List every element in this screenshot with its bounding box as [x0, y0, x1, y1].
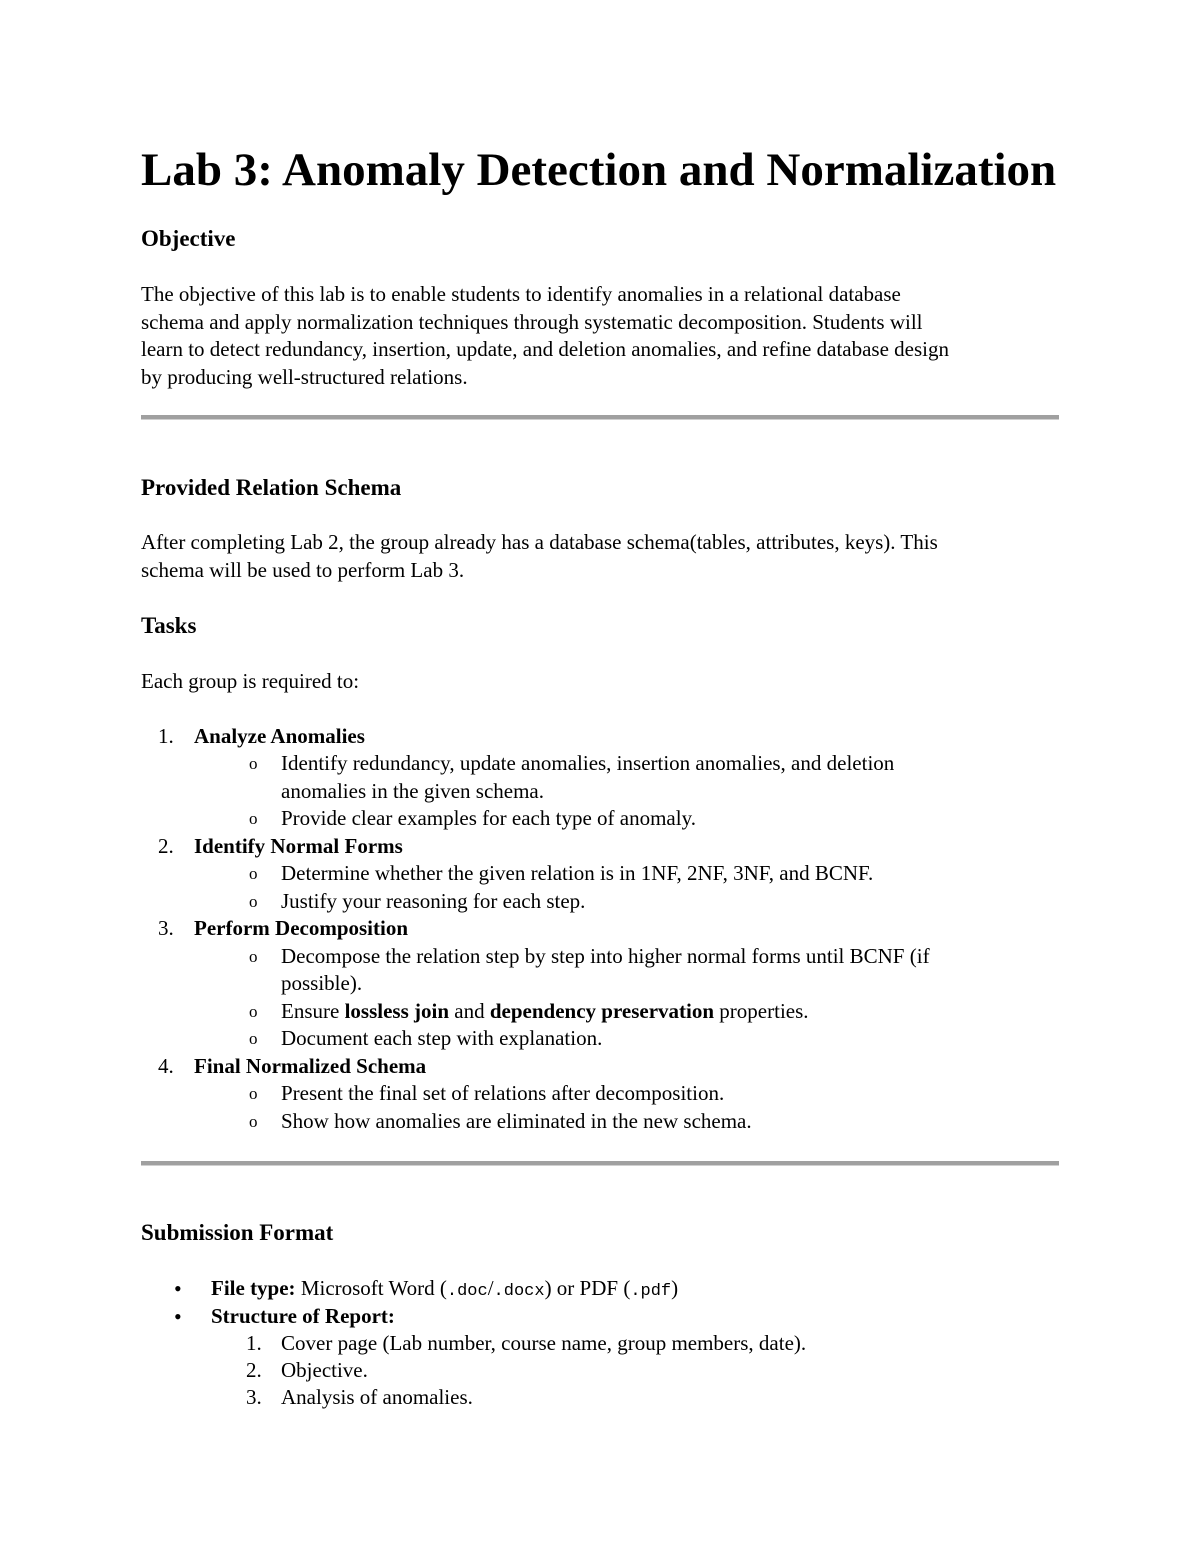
task-number: 2. [158, 834, 174, 858]
task-subitem-text: Justify your reasoning for each step. [281, 889, 586, 913]
task-title: Analyze Anomalies [194, 724, 365, 748]
ensure-post: properties. [714, 999, 809, 1023]
ensure-mid: and [449, 999, 490, 1023]
bullet-icon: • [174, 1276, 182, 1301]
task-subitem-text: Decompose the relation step by step into higher normal forms until BCNF (if [281, 944, 930, 968]
task-subitem-text: Present the final set of relations after decomposition. [281, 1081, 725, 1105]
schema-line: After completing Lab 2, the group already has a database schema(tables, attributes, keys). This [141, 530, 938, 554]
task-subitem-text: anomalies in the given schema. [281, 779, 545, 803]
ensure-text [281, 998, 809, 1026]
schema-paragraph [141, 529, 1059, 584]
task-subitem-text: possible). [281, 971, 363, 995]
task-subitem-text: Document each step with explanation. [281, 1026, 603, 1050]
circle-bullet-icon: o [249, 754, 258, 773]
submission-heading: Submission Format [141, 1220, 334, 1245]
structure-text: Cover page (Lab number, course name, group members, date). [281, 1331, 807, 1355]
file-ext-docx: .docx [493, 1282, 545, 1301]
file-type-part: ) [671, 1276, 679, 1300]
structure-number: 3. [246, 1385, 262, 1409]
objective-paragraph [141, 281, 1059, 391]
tasks-intro: Each group is required to: [141, 669, 360, 693]
file-type-part: ) or PDF ( [544, 1276, 631, 1300]
file-type-text [211, 1275, 678, 1306]
bullet-icon: • [174, 1304, 182, 1329]
structure-label: Structure of Report: [211, 1304, 395, 1328]
task-title: Final Normalized Schema [194, 1054, 427, 1078]
task-title: Perform Decomposition [194, 916, 409, 940]
file-type-part: / [487, 1276, 494, 1300]
task-subitem-text: Provide clear examples for each type of anomaly. [281, 806, 696, 830]
task-number: 4. [158, 1054, 174, 1078]
task-number: 1. [158, 724, 174, 748]
task-number: 3. [158, 916, 174, 940]
task-subitem-text: Identify redundancy, update anomalies, insertion anomalies, and deletion [281, 751, 895, 775]
objective-line: schema and apply normalization techniques through systematic decomposition. Students will [141, 309, 923, 334]
objective-line: learn to detect redundancy, insertion, update, and deletion anomalies, and refine database design [141, 337, 949, 361]
file-ext-pdf: .pdf [630, 1282, 672, 1301]
file-ext-doc: .doc [446, 1282, 488, 1301]
circle-bullet-icon: o [249, 1002, 258, 1021]
circle-bullet-icon: o [249, 1029, 258, 1048]
structure-number: 1. [246, 1331, 262, 1355]
file-type-part: Microsoft Word ( [295, 1276, 447, 1300]
circle-bullet-icon: o [249, 1084, 258, 1103]
page-title: Lab 3: Anomaly Detection and Normalization [141, 144, 1057, 196]
ensure-pre: Ensure [281, 999, 345, 1023]
circle-bullet-icon: o [249, 892, 258, 911]
task-subitem-text: Determine whether the given relation is in 1NF, 2NF, 3NF, and BCNF. [281, 861, 874, 885]
objective-heading: Objective [141, 226, 236, 251]
circle-bullet-icon: o [249, 1112, 258, 1131]
ensure-bold-lossless: lossless join [344, 999, 450, 1023]
structure-text: Analysis of anomalies. [281, 1385, 473, 1409]
circle-bullet-icon: o [249, 809, 258, 828]
task-subitem-text: Show how anomalies are eliminated in the new schema. [281, 1109, 752, 1133]
task-title: Identify Normal Forms [194, 834, 403, 858]
circle-bullet-icon: o [249, 947, 258, 966]
file-type-label: File type: [211, 1276, 296, 1300]
structure-number: 2. [246, 1358, 262, 1382]
circle-bullet-icon: o [249, 864, 258, 883]
ensure-bold-dependency: dependency preservation [489, 999, 715, 1023]
horizontal-rule [141, 1161, 1059, 1166]
tasks-heading: Tasks [141, 613, 197, 638]
horizontal-rule [141, 415, 1059, 420]
objective-line: by producing well-structured relations. [141, 364, 468, 389]
schema-line: schema will be used to perform Lab 3. [141, 557, 465, 582]
structure-text: Objective. [281, 1358, 368, 1382]
schema-heading: Provided Relation Schema [141, 475, 402, 500]
objective-line: The objective of this lab is to enable students to identify anomalies in a relational database [141, 282, 901, 306]
